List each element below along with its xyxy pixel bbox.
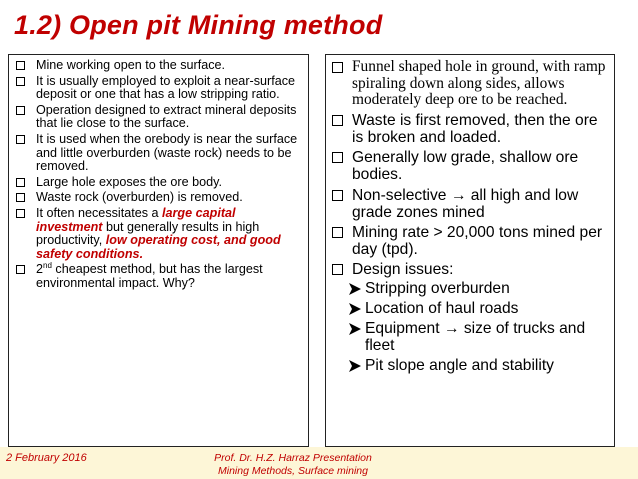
checkbox-bullet-icon: [332, 190, 343, 201]
sub-list-item: Equipment → size of trucks and fleet: [348, 320, 610, 354]
list-item: Large hole exposes the ore body.: [15, 176, 302, 190]
right-arrow-icon: →: [450, 186, 467, 204]
list-item: Waste is first removed, then the ore is broken and loaded.: [331, 112, 610, 146]
checkbox-bullet-icon: [332, 115, 343, 126]
checkbox-bullet-icon: [16, 209, 25, 218]
arrowhead-bullet-icon: [348, 302, 362, 316]
left-bullet-panel: [8, 54, 309, 447]
footer-credit-line: Mining Methods, Surface mining: [218, 465, 368, 477]
checkbox-bullet-icon: [332, 152, 343, 163]
checkbox-bullet-icon: [332, 62, 343, 73]
list-item: Waste rock (overburden) is removed.: [15, 191, 302, 205]
list-item: Design issues:: [331, 261, 610, 278]
arrowhead-bullet-icon: [348, 359, 362, 373]
sub-list-item: Stripping overburden: [348, 280, 610, 297]
slide-title: 1.2) Open pit Mining method: [14, 10, 383, 40]
arrowhead-bullet-icon: [348, 282, 362, 296]
sub-list-item: Location of haul roads: [348, 300, 610, 317]
list-item: It often necessitates a large capital investment but generally results in high productivity, low operating cost, and good safety conditions.: [15, 207, 302, 261]
checkbox-bullet-icon: [16, 106, 25, 115]
checkbox-bullet-icon: [16, 193, 25, 202]
checkbox-bullet-icon: [332, 264, 343, 275]
list-item: 2nd cheapest method, but has the largest environmental impact. Why?: [15, 263, 302, 290]
list-item: Non-selective → all high and low grade zones mined: [331, 187, 610, 221]
sub-list-item: Pit slope angle and stability: [348, 357, 610, 374]
right-arrow-icon: →: [443, 320, 460, 338]
checkbox-bullet-icon: [16, 77, 25, 86]
checkbox-bullet-icon: [16, 135, 25, 144]
checkbox-bullet-icon: [332, 227, 343, 238]
emphasis-text: large capital investment: [36, 205, 236, 234]
checkbox-bullet-icon: [16, 265, 25, 274]
list-item: Mine working open to the surface.: [15, 59, 302, 73]
right-bullet-panel: [325, 54, 615, 447]
sub-list: [331, 280, 610, 375]
emphasis-text: low operating cost, and good safety conditions.: [36, 233, 281, 261]
checkbox-bullet-icon: [16, 61, 25, 70]
checkbox-bullet-icon: [16, 178, 25, 187]
footer-credit-line: Prof. Dr. H.Z. Harraz Presentation: [214, 452, 372, 464]
footer-date: 2 February 2016: [6, 452, 87, 464]
list-item: Funnel shaped hole in ground, with ramp spiraling down along sides, allows moderately deep ore to be reached.: [331, 59, 610, 109]
list-item: Generally low grade, shallow ore bodies.: [331, 149, 610, 183]
arrowhead-bullet-icon: [348, 322, 362, 336]
list-item: Mining rate > 20,000 tons mined per day (tpd).: [331, 224, 610, 258]
list-item: It is usually employed to exploit a near-surface deposit or one that has a low stripping ratio.: [15, 75, 302, 102]
footer-credit: [203, 452, 383, 478]
list-item: Operation designed to extract mineral deposits that lie close to the surface.: [15, 104, 302, 131]
list-item: It is used when the orebody is near the surface and little overburden (waste rock) needs to be removed.: [15, 133, 302, 174]
